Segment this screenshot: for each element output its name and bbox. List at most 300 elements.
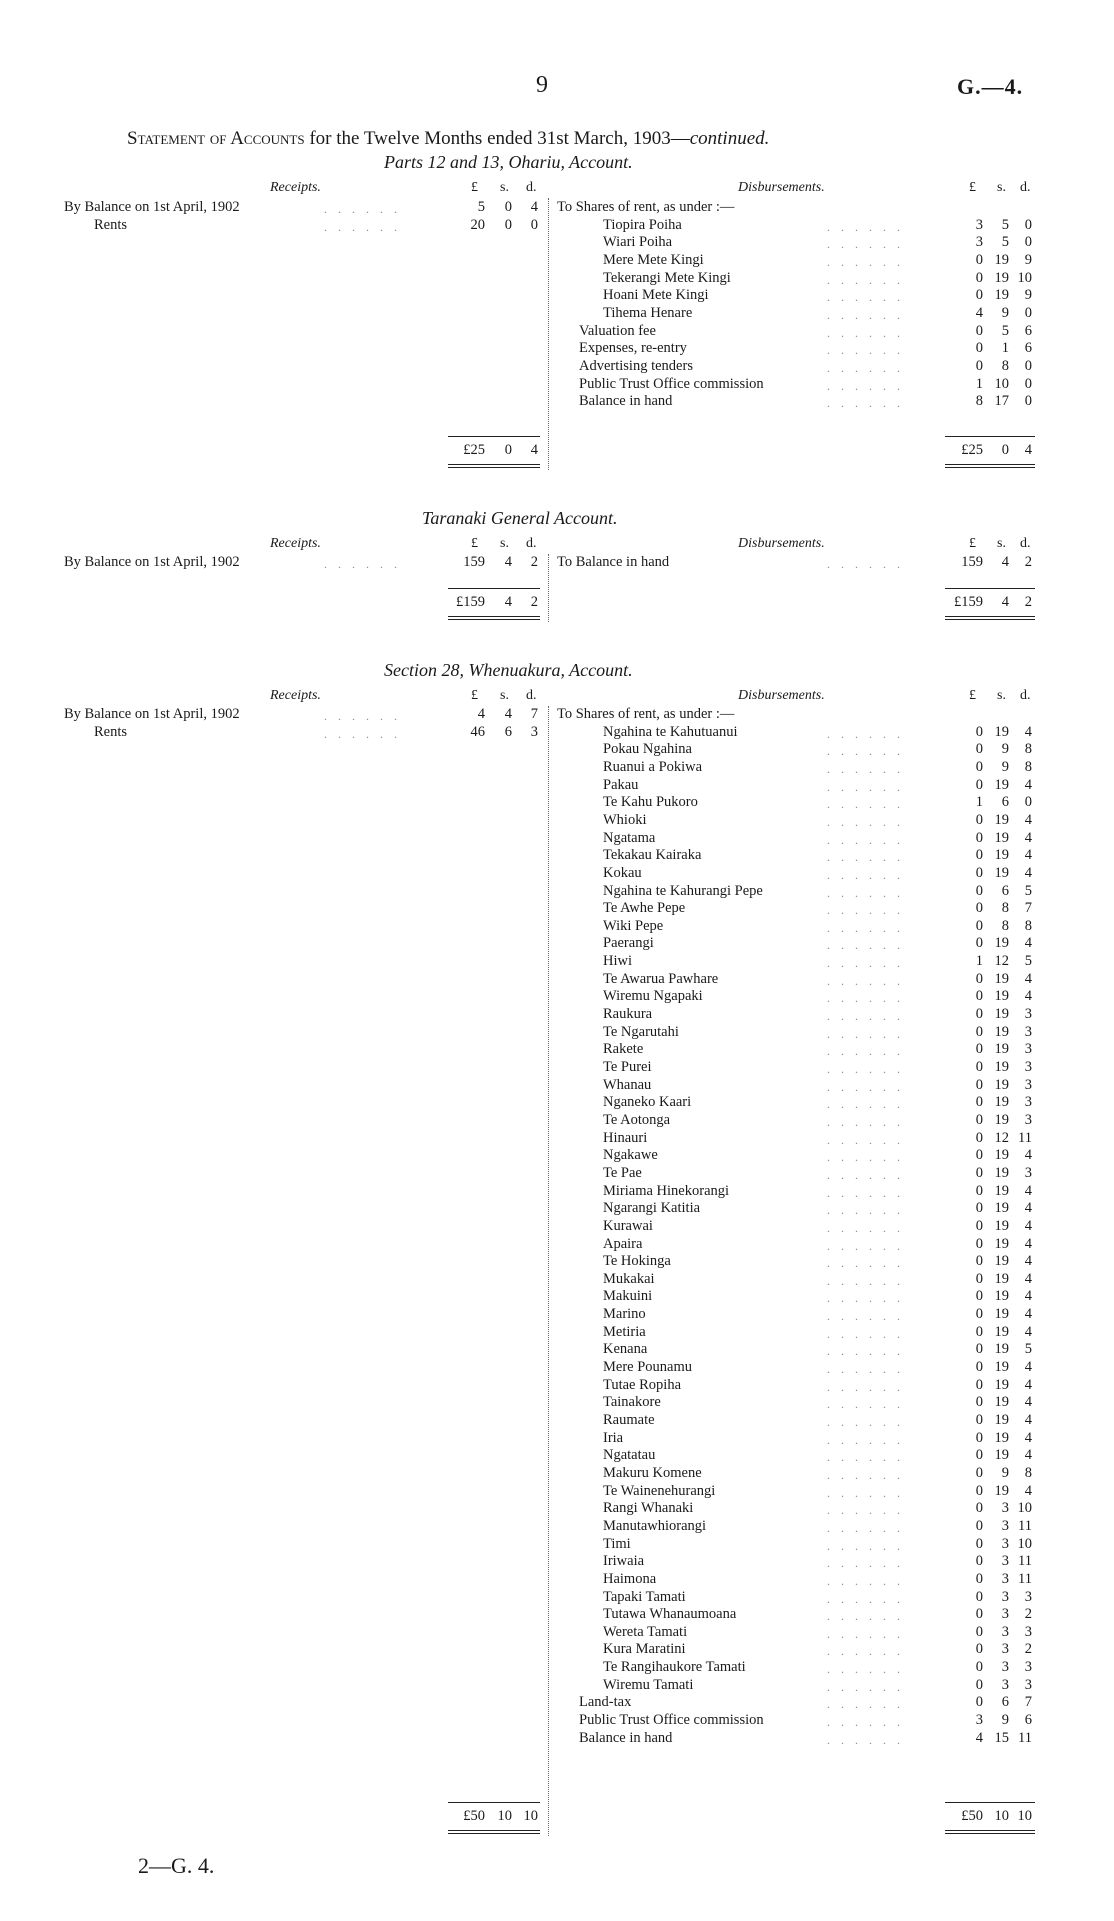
leader-dots: . . . . . . <box>827 290 904 305</box>
leader-dots: . . . . . . <box>827 1097 904 1112</box>
disbursement-shillings: 19 <box>994 1482 1009 1499</box>
disbursement-label: Advertising tenders <box>579 357 693 374</box>
section-title: Taranaki General Account. <box>422 508 618 528</box>
disbursement-pounds: 0 <box>975 1270 983 1287</box>
disbursement-shillings: 9 <box>1001 304 1009 321</box>
receipt-pounds: 46 <box>470 723 485 740</box>
receipts-total-double-rule <box>448 616 540 620</box>
disbursement-pounds: 0 <box>975 340 983 357</box>
disbursements-total-rule <box>945 588 1035 589</box>
disbursement-label: Te Rangihaukore Tamati <box>603 1659 746 1676</box>
disbursement-pounds: 0 <box>975 1076 983 1093</box>
document-code: G.—4. <box>957 74 1024 99</box>
disbursement-label: Rangi Whanaki <box>603 1500 694 1517</box>
disbursement-shillings: 19 <box>994 269 1009 286</box>
disbursement-pence: 4 <box>1024 811 1032 828</box>
disbursement-label: Paerangi <box>603 935 654 952</box>
disbursement-label: Tekakau Kairaka <box>603 847 702 864</box>
disbursement-shillings: 19 <box>994 1447 1009 1464</box>
disbursement-pence: 4 <box>1024 1288 1032 1305</box>
leader-dots: . . . . . . <box>827 1591 904 1606</box>
disbursement-label: Raukura <box>603 1006 653 1023</box>
disbursement-label: Raumate <box>603 1412 655 1428</box>
disbursement-pence: 4 <box>1024 1412 1032 1428</box>
disbursement-pence: 5 <box>1024 953 1032 970</box>
receipt-pounds: 20 <box>470 216 485 233</box>
disbursement-shillings: 19 <box>994 1235 1009 1252</box>
disbursement-pounds: 1 <box>975 375 983 392</box>
disbursement-pounds: 0 <box>975 1006 983 1023</box>
leader-dots: . . . . . . <box>827 920 904 935</box>
disbursement-pence: 4 <box>1024 1147 1032 1164</box>
leader-dots: . . . . . . <box>827 360 904 375</box>
disbursement-pounds: 0 <box>975 1288 983 1305</box>
disbursement-shillings: 19 <box>994 1041 1009 1058</box>
leader-dots: . . . . . . <box>827 1379 904 1394</box>
disbursement-label: Te Pae <box>603 1164 642 1181</box>
disbursement-shillings: 19 <box>994 1253 1009 1270</box>
disbursement-label: Wereta Tamati <box>603 1623 688 1640</box>
disbursement-pence: 5 <box>1024 1341 1032 1358</box>
disbursement-shillings: 19 <box>994 1182 1009 1199</box>
disbursement-pence: 3 <box>1024 1676 1032 1693</box>
disbursement-pence: 2 <box>1024 554 1032 570</box>
disbursement-shillings: 19 <box>994 1023 1009 1040</box>
disbursement-pounds: 8 <box>975 393 983 410</box>
statement-title-text: for the Twelve Months ended 31st March, 1903— <box>309 128 690 149</box>
disbursement-shillings: 6 <box>1001 882 1009 899</box>
disbursement-label: Te Kahu Pukoro <box>603 794 698 811</box>
disbursement-label: Public Trust Office commission <box>579 375 764 392</box>
disbursement-pence: 9 <box>1024 287 1032 304</box>
disbursement-label: Ngahina te Kahutuanui <box>603 723 738 740</box>
leader-dots: . . . . . . <box>827 1026 904 1041</box>
disbursement-pence: 4 <box>1024 1359 1032 1376</box>
disbursement-pounds: 4 <box>975 304 983 321</box>
receipts-total-pounds: £50 <box>463 1808 485 1824</box>
leader-dots: . . . . . . <box>827 1238 904 1253</box>
disbursement-shillings: 19 <box>994 1094 1009 1111</box>
disbursement-pence: 8 <box>1024 917 1032 934</box>
disbursement-shillings: 3 <box>1001 1553 1009 1570</box>
leader-dots: . . . . . . <box>827 1397 904 1412</box>
receipts-total-rule <box>448 588 540 589</box>
disbursement-shillings: 19 <box>994 1217 1009 1234</box>
disbursement-pounds: 0 <box>975 287 983 304</box>
receipts-total-shillings: 0 <box>504 442 512 458</box>
disbursement-pence: 0 <box>1024 304 1032 321</box>
leader-dots: . . . . . . <box>827 343 904 358</box>
disbursement-pence: 10 <box>1017 1535 1032 1552</box>
receipts-shillings-heading: s. <box>500 180 509 195</box>
disbursement-pounds: 0 <box>975 811 983 828</box>
leader-dots: . . . . . . <box>827 1044 904 1059</box>
disbursement-shillings: 19 <box>994 1111 1009 1128</box>
leader-dots: . . . . . . <box>827 1415 904 1429</box>
disbursement-label: Ruanui a Pokiwa <box>603 758 703 775</box>
disbursement-shillings: 3 <box>1001 1641 1009 1658</box>
leader-dots: . . . . . . <box>827 779 904 794</box>
disbursement-pounds: 3 <box>975 1712 983 1729</box>
disbursement-pounds: 0 <box>975 357 983 374</box>
disbursements-total-double-rule <box>945 616 1035 620</box>
disbursement-label: Balance in hand <box>579 393 673 410</box>
leader-dots: . . . . . . <box>827 903 904 918</box>
disbursement-shillings: 19 <box>994 811 1009 828</box>
leader-dots: . . . . . . <box>827 1609 904 1624</box>
disbursements-total-double-rule <box>945 464 1035 468</box>
disbursement-pounds: 0 <box>975 1482 983 1499</box>
disbursement-label: To Shares of rent, as under :— <box>557 706 735 722</box>
disbursement-label: Wiki Pepe <box>603 917 664 934</box>
disbursement-label: Rakete <box>603 1041 644 1058</box>
leader-dots: . . . . . . <box>827 1715 904 1730</box>
disbursement-pence: 10 <box>1017 1500 1032 1517</box>
disbursement-pence: 3 <box>1024 1111 1032 1128</box>
leader-dots: . . . . . . <box>827 1503 904 1518</box>
disbursement-pounds: 0 <box>975 1412 983 1428</box>
disbursement-shillings: 9 <box>1001 758 1009 775</box>
disbursement-shillings: 12 <box>994 1129 1009 1146</box>
disbursement-pence: 5 <box>1024 882 1032 899</box>
leader-dots: . . . . . . <box>827 726 904 741</box>
disbursement-pounds: 0 <box>975 1323 983 1340</box>
disbursement-pounds: 0 <box>975 882 983 899</box>
disbursement-shillings: 3 <box>1001 1606 1009 1623</box>
disbursement-shillings: 3 <box>1001 1676 1009 1693</box>
disbursement-pence: 0 <box>1024 794 1032 811</box>
disbursement-shillings: 19 <box>994 776 1009 793</box>
receipt-pence: 0 <box>530 216 538 233</box>
disbursement-pounds: 0 <box>975 1253 983 1270</box>
disbursement-pence: 10 <box>1017 269 1032 286</box>
disbursement-pounds: 0 <box>975 269 983 286</box>
disbursement-label: Wiremu Ngapaki <box>603 988 703 1005</box>
disbursement-pence: 3 <box>1024 1588 1032 1605</box>
receipts-total-rule <box>448 1802 540 1803</box>
disbursement-shillings: 5 <box>1001 234 1009 251</box>
disbursement-label: To Shares of rent, as under :— <box>557 199 735 215</box>
disbursement-pounds: 0 <box>975 1588 983 1605</box>
disbursement-pounds: 0 <box>975 900 983 917</box>
disbursement-pounds: 0 <box>975 988 983 1005</box>
disbursement-pounds: 0 <box>975 723 983 740</box>
disbursement-label: Public Trust Office commission <box>579 1712 764 1729</box>
receipts-total-pence: 2 <box>530 594 538 610</box>
disbursement-pence: 0 <box>1024 393 1032 410</box>
disbursement-pence: 3 <box>1024 1659 1032 1676</box>
disbursement-pounds: 0 <box>975 758 983 775</box>
disbursement-pence: 4 <box>1024 1270 1032 1287</box>
disbursement-pounds: 0 <box>975 1359 983 1376</box>
disbursement-pence: 3 <box>1024 1023 1032 1040</box>
disbursement-label: Tainakore <box>603 1394 661 1411</box>
leader-dots: . . . . . . <box>827 1662 904 1677</box>
disbursement-pence: 3 <box>1024 1041 1032 1058</box>
leader-dots: . . . . . . <box>827 850 904 865</box>
disbursement-shillings: 19 <box>994 1429 1009 1446</box>
receipt-pence: 3 <box>530 723 538 740</box>
receipt-shillings: 6 <box>504 723 512 740</box>
disbursement-pounds: 0 <box>975 1676 983 1693</box>
disbursement-pence: 6 <box>1024 322 1032 339</box>
receipts-total-pounds: £25 <box>463 442 485 458</box>
receipts-heading: Receipts. <box>270 536 321 551</box>
disbursement-label: Timi <box>603 1535 631 1552</box>
disbursement-pence: 7 <box>1024 900 1032 917</box>
leader-dots: . . . . . . <box>827 1450 904 1465</box>
disbursements-total-pounds: £50 <box>961 1808 983 1824</box>
leader-dots: . . . . . . <box>827 797 904 812</box>
disbursement-pence: 4 <box>1024 847 1032 864</box>
receipt-pounds: 4 <box>477 706 485 722</box>
disbursement-label: Expenses, re-entry <box>579 340 687 357</box>
disbursements-total-pounds: £25 <box>961 442 983 458</box>
leader-dots: . . . . . . <box>827 973 904 988</box>
disbursement-label: Makuru Komene <box>603 1464 702 1481</box>
receipt-pounds: 5 <box>477 199 485 215</box>
disbursement-pounds: 0 <box>975 1623 983 1640</box>
disbursement-pounds: 0 <box>975 1147 983 1164</box>
disbursement-label: Whanau <box>603 1076 652 1093</box>
receipts-total-double-rule <box>448 464 540 468</box>
receipts-total-rule <box>448 436 540 437</box>
column-divider <box>548 706 549 1836</box>
disbursement-label: Ngatama <box>603 829 656 846</box>
disbursement-pounds: 0 <box>975 1217 983 1234</box>
leader-dots: . . . . . . <box>827 1326 904 1341</box>
receipt-pence: 4 <box>530 199 538 215</box>
disbursements-total-pence: 10 <box>1017 1808 1032 1824</box>
disbursement-label: Te Wainenehurangi <box>603 1482 716 1499</box>
leader-dots: . . . . . . <box>827 1185 904 1200</box>
disbursement-pence: 3 <box>1024 1059 1032 1075</box>
receipts-pence-heading: d. <box>526 180 537 195</box>
disbursements-total-shillings: 10 <box>994 1808 1009 1824</box>
disbursement-pounds: 0 <box>975 1341 983 1358</box>
disbursement-pence: 0 <box>1024 234 1032 251</box>
disbursement-pence: 4 <box>1024 723 1032 740</box>
page-footer: 2—G. 4. <box>138 1853 215 1878</box>
disbursement-shillings: 19 <box>994 1412 1009 1428</box>
disbursement-label: Pokau Ngahina <box>603 741 692 758</box>
disbursement-pounds: 0 <box>975 847 983 864</box>
disbursement-label: Wiremu Tamati <box>603 1676 694 1693</box>
leader-dots: . . . . . . <box>827 1432 904 1447</box>
disbursement-shillings: 3 <box>1001 1623 1009 1640</box>
disbursement-shillings: 1 <box>1001 340 1009 357</box>
disbursement-pence: 4 <box>1024 1306 1032 1323</box>
disbursements-shillings-heading: s. <box>997 180 1006 195</box>
leader-dots: . . . . . . <box>827 272 904 287</box>
disbursement-pounds: 0 <box>975 1094 983 1111</box>
disbursement-pence: 4 <box>1024 935 1032 952</box>
disbursement-pounds: 0 <box>975 1517 983 1534</box>
disbursement-shillings: 19 <box>994 829 1009 846</box>
receipt-pounds: 159 <box>463 554 485 570</box>
disbursement-shillings: 8 <box>1001 917 1009 934</box>
leader-dots: . . . . . . <box>827 1556 904 1571</box>
disbursements-total-shillings: 4 <box>1001 594 1009 610</box>
disbursements-shillings-heading: s. <box>997 536 1006 551</box>
leader-dots: . . . . . . <box>827 378 904 393</box>
leader-dots: . . . . . . <box>827 1203 904 1218</box>
disbursement-pence: 4 <box>1024 1235 1032 1252</box>
disbursement-pence: 0 <box>1024 357 1032 374</box>
disbursement-pounds: 0 <box>975 829 983 846</box>
disbursement-pence: 4 <box>1024 1447 1032 1464</box>
disbursement-label: Ngarangi Katitia <box>603 1200 701 1217</box>
disbursement-pounds: 0 <box>975 1694 983 1711</box>
disbursement-shillings: 19 <box>994 251 1009 268</box>
leader-dots: . . . . . . <box>827 885 904 900</box>
leader-dots: . . . . . . <box>827 832 904 847</box>
disbursement-label: Mere Pounamu <box>603 1359 692 1376</box>
disbursement-label: Iria <box>603 1429 624 1446</box>
disbursement-shillings: 19 <box>994 1394 1009 1411</box>
leader-dots: . . . . . . <box>827 1114 904 1129</box>
disbursement-pounds: 4 <box>975 1729 983 1746</box>
disbursement-label: Nganeko Kaari <box>603 1094 692 1111</box>
leader-dots: . . . . . . <box>827 1167 904 1182</box>
leader-dots: . . . . . . <box>827 1009 904 1024</box>
leader-dots: . . . . . . <box>827 1538 904 1553</box>
disbursement-pounds: 0 <box>975 1429 983 1446</box>
receipts-shillings-heading: s. <box>500 536 509 551</box>
leader-dots: . . . . . . <box>827 1626 904 1641</box>
disbursement-pounds: 0 <box>975 1606 983 1623</box>
disbursement-shillings: 6 <box>1001 1694 1009 1711</box>
disbursement-pounds: 0 <box>975 864 983 881</box>
receipts-pounds-heading: £ <box>471 688 478 703</box>
leader-dots: . . . . . . <box>827 325 904 340</box>
disbursement-label: Tihema Henare <box>603 304 693 321</box>
leader-dots: . . . . . . <box>827 237 904 252</box>
disbursement-pounds: 0 <box>975 1129 983 1146</box>
receipt-label: By Balance on 1st April, 1902 <box>64 706 240 722</box>
disbursement-shillings: 17 <box>994 393 1009 410</box>
disbursement-label: Kokau <box>603 864 642 881</box>
disbursement-shillings: 9 <box>1001 741 1009 758</box>
receipts-total-pounds: £159 <box>456 594 485 610</box>
disbursement-pence: 4 <box>1024 1253 1032 1270</box>
disbursement-pence: 4 <box>1024 1323 1032 1340</box>
column-divider <box>548 198 549 470</box>
disbursement-pence: 6 <box>1024 340 1032 357</box>
leader-dots: . . . . . . <box>827 1573 904 1588</box>
disbursement-pounds: 0 <box>975 1447 983 1464</box>
leader-dots: . . . . . . <box>827 938 904 953</box>
disbursement-pence: 2 <box>1024 1606 1032 1623</box>
disbursements-pence-heading: d. <box>1020 536 1031 551</box>
disbursement-label: Balance in hand <box>579 1729 673 1746</box>
disbursement-pounds: 0 <box>975 251 983 268</box>
disbursement-label: Apaira <box>603 1235 643 1252</box>
disbursement-pence: 11 <box>1018 1729 1032 1746</box>
disbursement-pence: 4 <box>1024 1482 1032 1499</box>
disbursement-shillings: 3 <box>1001 1500 1009 1517</box>
disbursement-pounds: 1 <box>975 794 983 811</box>
disbursements-heading: Disbursements. <box>738 688 825 703</box>
disbursement-pence: 2 <box>1024 1641 1032 1658</box>
disbursement-shillings: 9 <box>1001 1464 1009 1481</box>
receipts-pence-heading: d. <box>526 536 537 551</box>
disbursement-shillings: 19 <box>994 1359 1009 1376</box>
leader-dots: . . . . . . <box>827 1132 904 1147</box>
leader-dots: . . . . . . <box>827 1732 904 1747</box>
receipt-shillings: 0 <box>504 216 512 233</box>
disbursements-total-double-rule <box>945 1830 1035 1834</box>
disbursement-pounds: 0 <box>975 935 983 952</box>
disbursement-pence: 11 <box>1018 1553 1032 1570</box>
disbursement-label: Tiopira Poiha <box>603 216 682 233</box>
statement-title-continued: continued. <box>689 128 770 149</box>
disbursement-pounds: 0 <box>975 1200 983 1217</box>
disbursement-shillings: 19 <box>994 1076 1009 1093</box>
disbursement-label: Tutae Ropiha <box>603 1376 682 1393</box>
disbursement-shillings: 19 <box>994 847 1009 864</box>
receipts-total-double-rule <box>448 1830 540 1834</box>
disbursement-pence: 8 <box>1024 1464 1032 1481</box>
leader-dots: . . . . . . <box>827 1644 904 1659</box>
receipts-shillings-heading: s. <box>500 688 509 703</box>
leader-dots: . . . . . . <box>324 709 401 723</box>
disbursements-total-pounds: £159 <box>954 594 983 610</box>
disbursement-shillings: 8 <box>1001 357 1009 374</box>
disbursements-total-shillings: 0 <box>1001 442 1009 458</box>
leader-dots: . . . . . . <box>827 1309 904 1324</box>
section-title: Section 28, Whenuakura, Account. <box>384 660 633 680</box>
disbursement-pounds: 3 <box>975 234 983 251</box>
leader-dots: . . . . . . <box>827 1291 904 1306</box>
disbursement-pounds: 0 <box>975 1059 983 1075</box>
disbursement-label: Hinauri <box>603 1129 648 1146</box>
receipts-total-pence: 10 <box>523 1808 538 1824</box>
disbursement-label: Mere Mete Kingi <box>603 251 704 268</box>
disbursement-label: Te Awarua Pawhare <box>603 970 719 987</box>
disbursement-pounds: 0 <box>975 1394 983 1411</box>
disbursement-pence: 4 <box>1024 864 1032 881</box>
disbursement-pence: 3 <box>1024 1094 1032 1111</box>
disbursement-shillings: 19 <box>994 1147 1009 1164</box>
receipt-shillings: 4 <box>504 554 512 570</box>
disbursement-label: Haimona <box>603 1570 657 1587</box>
section-title: Parts 12 and 13, Ohariu, Account. <box>384 152 633 172</box>
disbursement-pounds: 0 <box>975 1659 983 1676</box>
leader-dots: . . . . . . <box>827 1256 904 1271</box>
leader-dots: . . . . . . <box>324 219 401 234</box>
disbursement-pence: 4 <box>1024 829 1032 846</box>
disbursement-pounds: 0 <box>975 1306 983 1323</box>
disbursement-label: Marino <box>603 1306 646 1323</box>
leader-dots: . . . . . . <box>827 956 904 971</box>
leader-dots: . . . . . . <box>827 814 904 829</box>
receipts-pounds-heading: £ <box>471 536 478 551</box>
disbursement-label: Kurawai <box>603 1217 653 1234</box>
disbursement-label: Metiria <box>603 1323 646 1340</box>
disbursement-label: Pakau <box>603 776 639 793</box>
disbursement-pounds: 0 <box>975 1023 983 1040</box>
leader-dots: . . . . . . <box>827 307 904 322</box>
receipt-label: By Balance on 1st April, 1902 <box>64 199 240 215</box>
disbursement-label: Tutawa Whanaumoana <box>603 1606 737 1623</box>
disbursement-shillings: 4 <box>1001 554 1009 570</box>
disbursements-heading: Disbursements. <box>738 536 825 551</box>
disbursement-pence: 4 <box>1024 1182 1032 1199</box>
leader-dots: . . . . . . <box>827 1344 904 1359</box>
disbursement-label: Iriwaia <box>603 1553 645 1570</box>
leader-dots: . . . . . . <box>827 867 904 882</box>
